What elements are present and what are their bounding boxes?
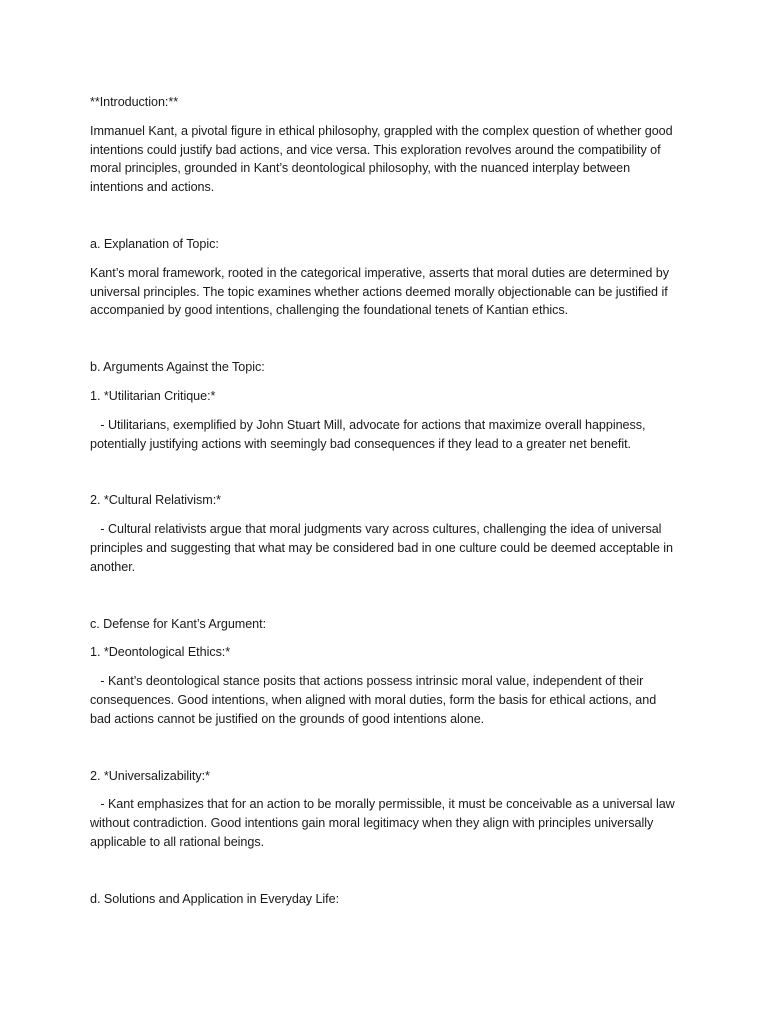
- section-b-item1-heading: 1. *Utilitarian Critique:*: [90, 388, 216, 403]
- section-c-item1-paragraph: - Kant’s deontological stance posits that actions possess intrinsic moral value, independent of their consequences. Good intentions, when aligned with moral duties, form the basis for ethical actions, and bad actions cannot be justified on the grounds of good intentions alone.: [90, 674, 660, 726]
- section-b-item2-heading: 2. *Cultural Relativism:*: [90, 493, 222, 508]
- section-b-item1-paragraph: - Utilitarians, exemplified by John Stuart Mill, advocate for actions that maximize overall happiness, potentially justifying actions with seemingly bad consequences if they lead to a greater net benefit.: [90, 417, 649, 451]
- section-b-item2-paragraph: - Cultural relativists argue that moral judgments vary across cultures, challenging the idea of universal principles and suggesting that what may be considered bad in one culture could be deemed acceptable in another.: [90, 522, 677, 574]
- document-page: [90, 93, 680, 909]
- section-b-heading: b. Arguments Against the Topic:: [90, 360, 265, 375]
- section-c-item1-heading: 1. *Deontological Ethics:*: [90, 645, 231, 660]
- section-a-heading: a. Explanation of Topic:: [90, 236, 219, 251]
- section-c-item2-heading: 2. *Universalizability:*: [90, 768, 210, 783]
- intro-paragraph: Immanuel Kant, a pivotal figure in ethical philosophy, grappled with the complex question of whether good intentions could justify bad actions, and vice versa. This exploration revolves around the compatibility of moral principles, grounded in Kant’s deontological philosophy, with the nuanced interplay between intentions and actions.: [90, 123, 677, 195]
- section-c-heading: c. Defense for Kant’s Argument:: [90, 616, 267, 631]
- section-c-item2-paragraph: - Kant emphasizes that for an action to be morally permissible, it must be conceivable as a universal law without contradiction. Good intentions gain moral legitimacy when they align with principles universally applicable to all rational beings.: [90, 797, 679, 849]
- section-d-heading: d. Solutions and Application in Everyday Life:: [90, 891, 340, 906]
- section-a-paragraph: Kant’s moral framework, rooted in the categorical imperative, asserts that moral duties are determined by universal principles. The topic examines whether actions deemed morally objectionable can be justified if accompanied by good intentions, challenging the foundational tenets of Kantian ethics.: [90, 265, 673, 318]
- intro-heading: **Introduction:**: [90, 95, 179, 109]
